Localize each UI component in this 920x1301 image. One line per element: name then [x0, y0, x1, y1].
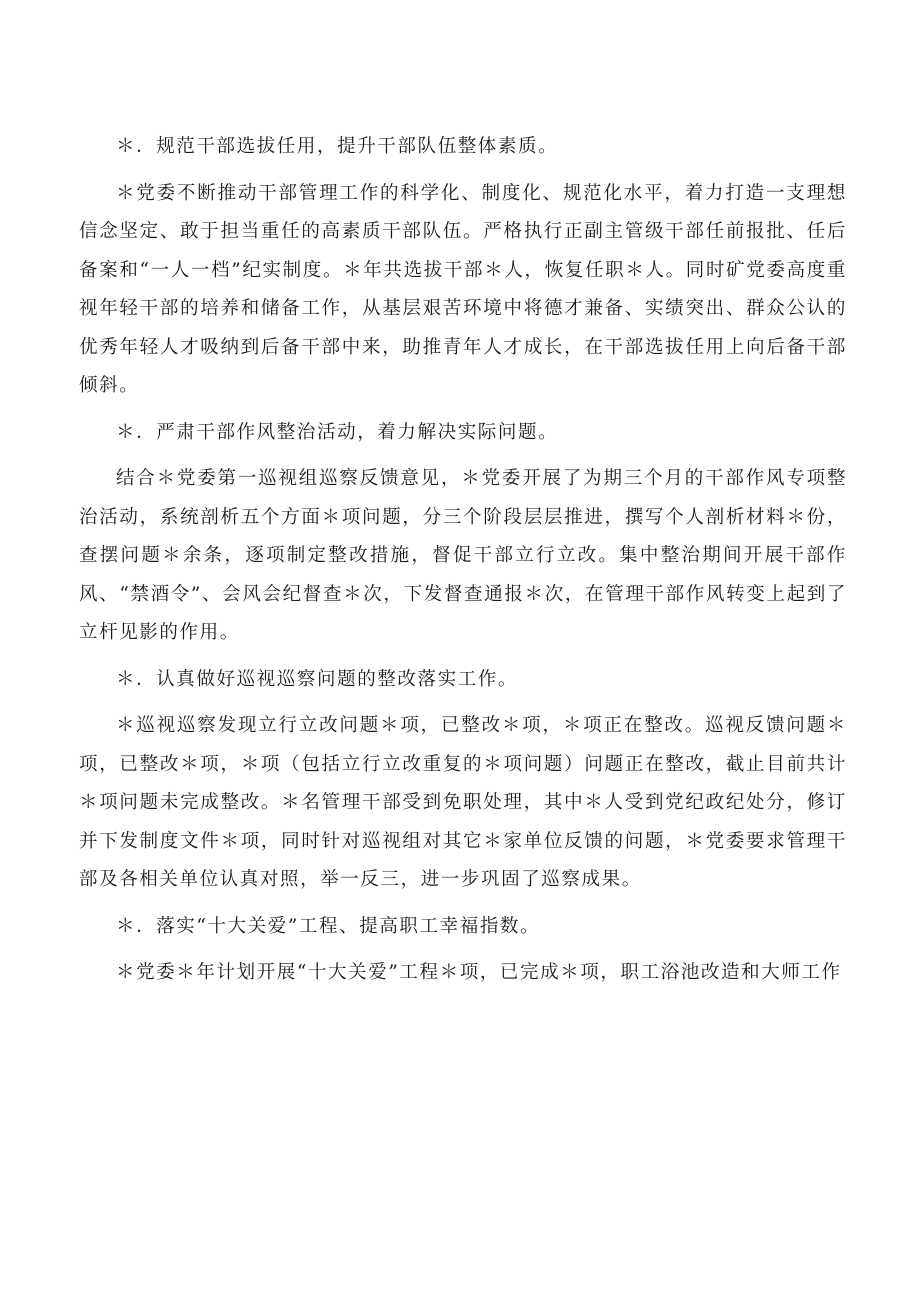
section-paragraph-3: ＊巡视巡察发现立行立改问题＊项，已整改＊项，＊项正在整改。巡视反馈问题＊项，已整改＊项，＊项（包括立行立改重复的＊项问题）问题正在整改，截止目前共计＊项问题未完成整改。＊名管理干部受到免职处理，其中＊人受到党纪政纪处分，修订并下发制度文件＊项，同时针对巡视组对其它＊家单位反馈的问题，＊党委要求管理干部及各相关单位认真对照，举一反三，进一步巩固了巡察成果。: [79, 715, 847, 890]
section-heading-1: ＊．规范干部选拔任用，提升干部队伍整体素质。: [116, 136, 559, 157]
section-paragraph-2: 结合＊党委第一巡视组巡察反馈意见，＊党委开展了为期三个月的干部作风专项整治活动，系统剖析五个方面＊项问题，分三个阶段层层推进，撰写个人剖析材料＊份，查摆问题＊余条，逐项制定整改措施，督促干部立行立改。集中整治期间开展干部作风、“禁酒令”、会风会纪督查＊次，下发督查通报＊次，在管理干部作风转变上起到了立杆见影的作用。: [79, 468, 847, 643]
document-body: [79, 128, 847, 1001]
section-paragraph-4: ＊党委＊年计划开展“十大关爱”工程＊项，已完成＊项，职工浴池改造和大师工作: [116, 962, 842, 983]
section-heading-3: ＊．认真做好巡视巡察问题的整改落实工作。: [116, 668, 519, 690]
section-heading-2: ＊．严肃干部作风整治活动，着力解决实际问题。: [116, 421, 559, 443]
section-heading-4: ＊．落实“十大关爱”工程、提高职工幸福指数。: [116, 915, 541, 937]
section-paragraph-1: ＊党委不断推动干部管理工作的科学化、制度化、规范化水平，着力打造一支理想信念坚定、敢于担当重任的高素质干部队伍。严格执行正副主管级干部任前报批、任后备案和“一人一档”纪实制度。＊年共选拔干部＊人，恢复任职＊人。同时矿党委高度重视年轻干部的培养和储备工作，从基层艰苦环境中将德才兼备、实绩突出、群众公认的优秀年轻人才吸纳到后备干部中来，助推青年人才成长，在干部选拔任用上向后备干部倾斜。: [79, 182, 847, 396]
